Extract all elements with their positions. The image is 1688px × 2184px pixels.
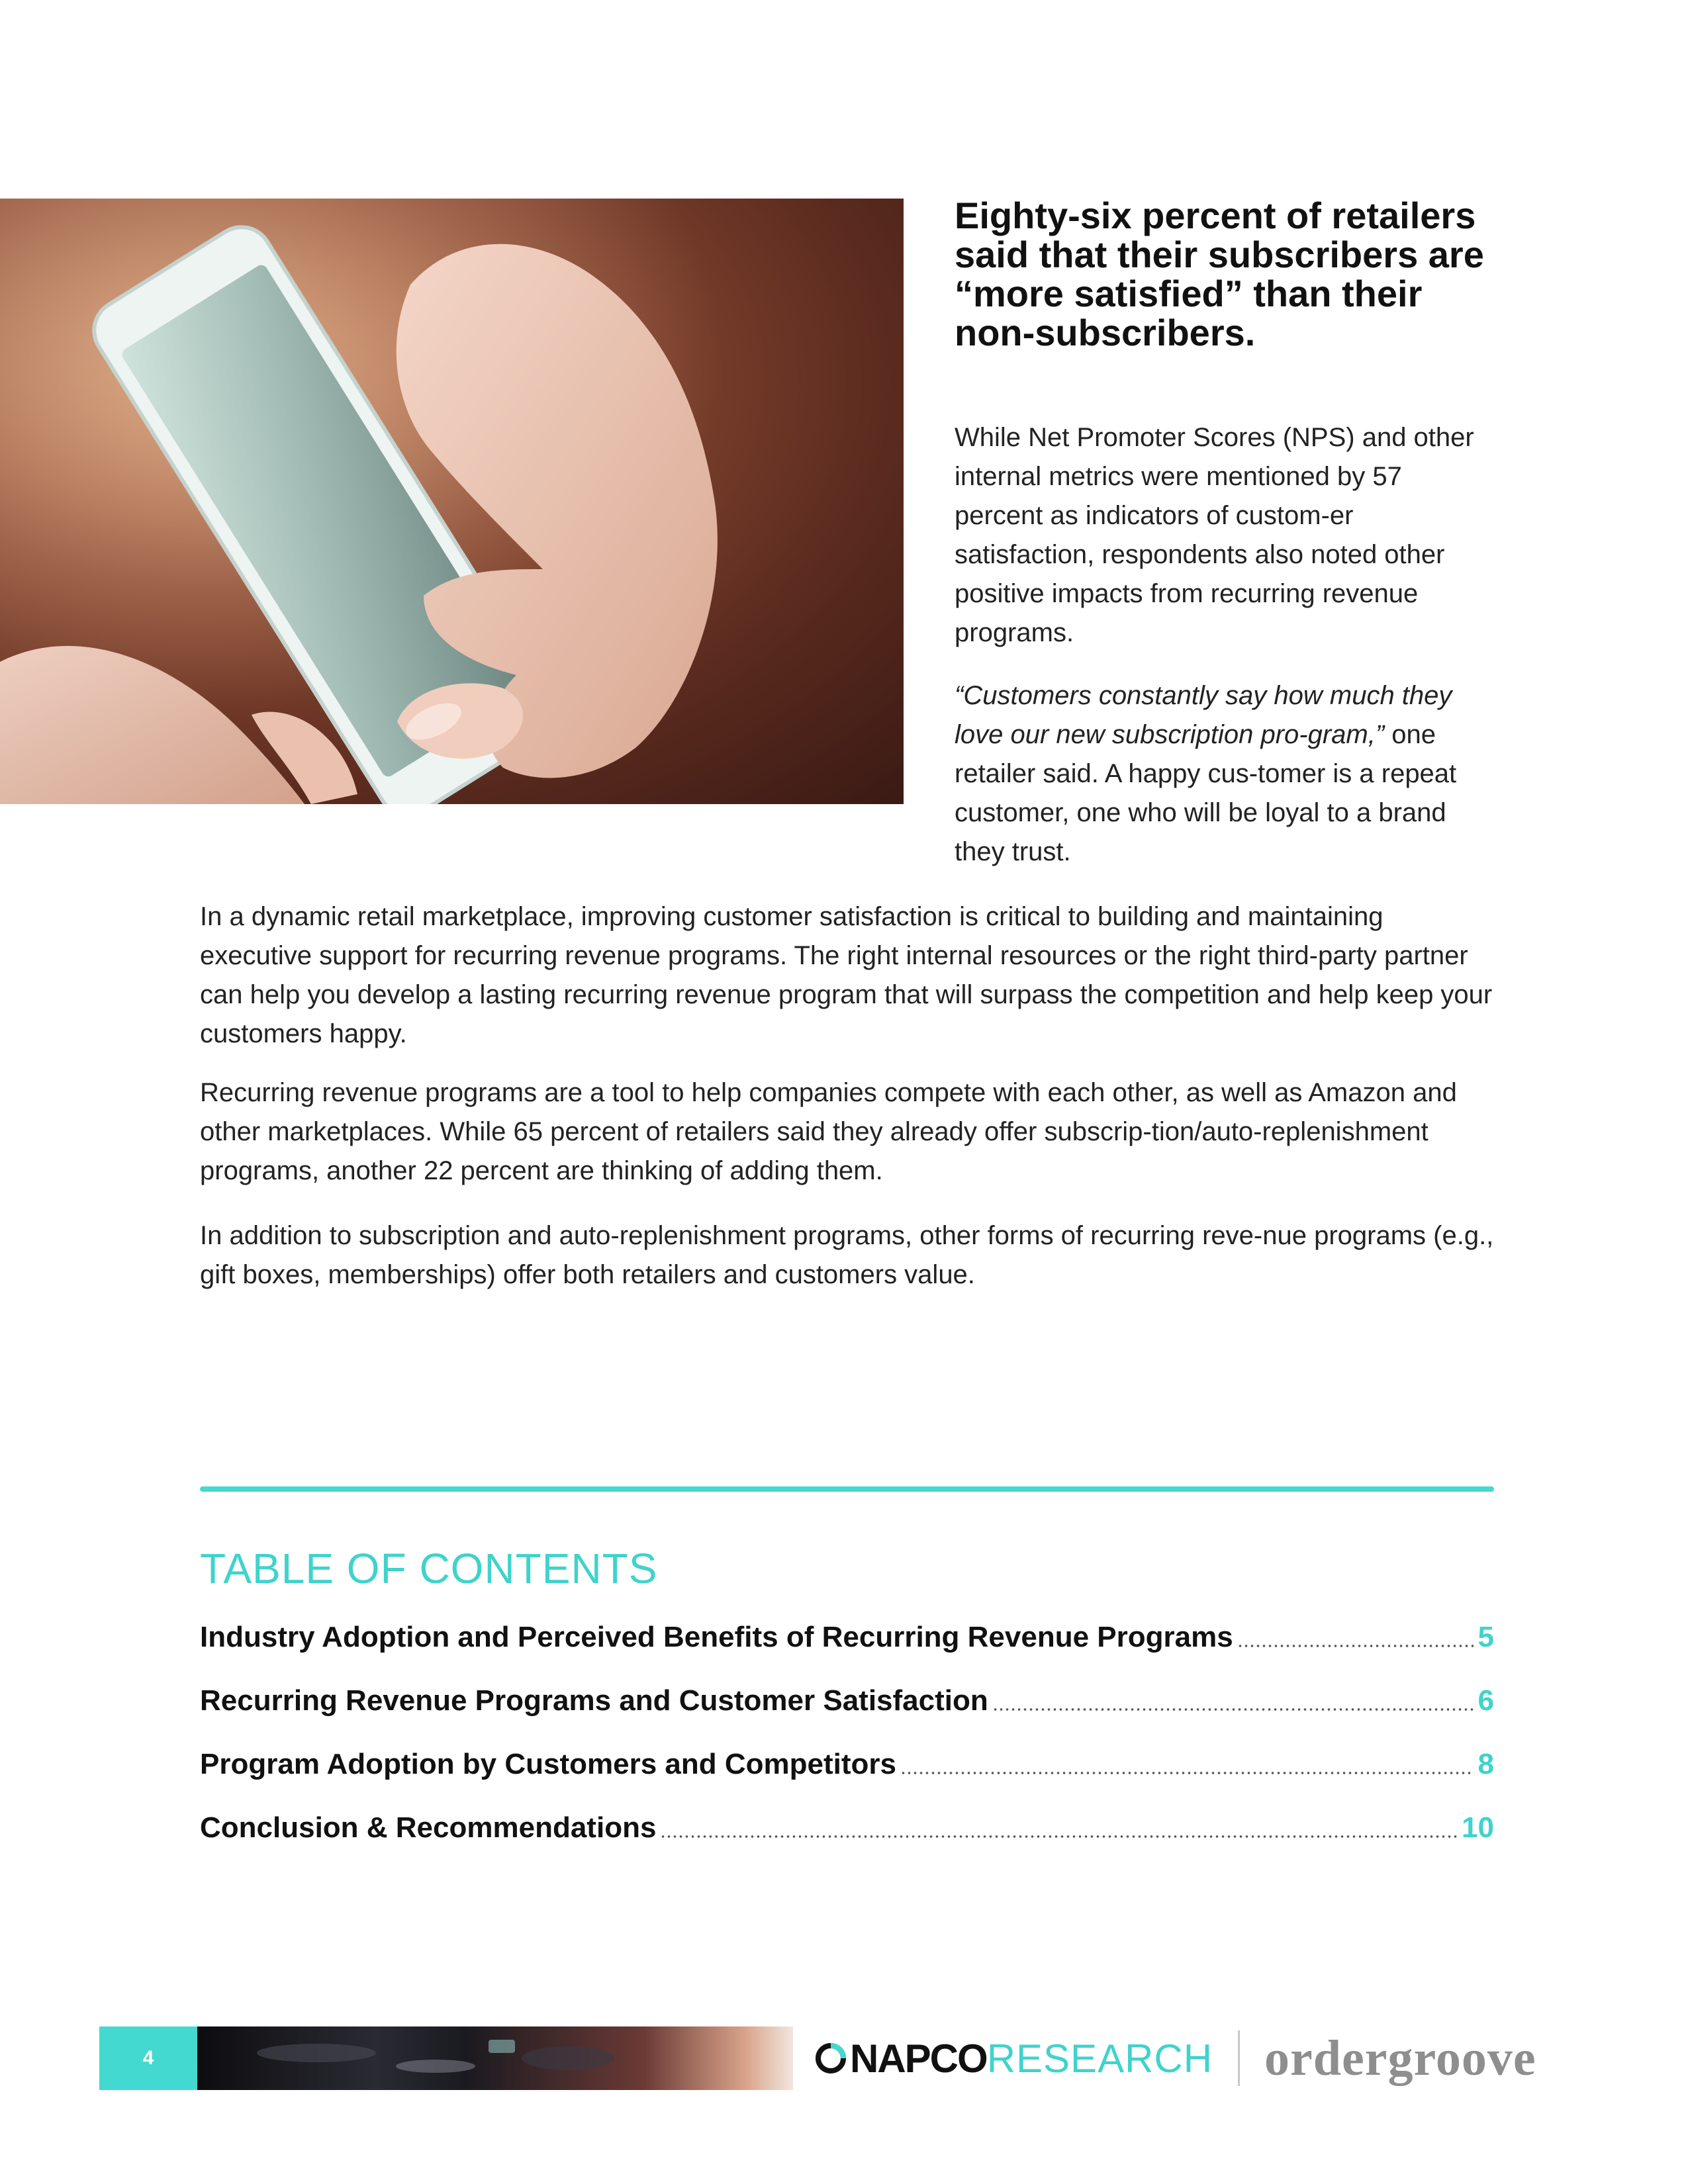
toc-leader-dots: [1237, 1644, 1474, 1648]
toc-leader-dots: [900, 1771, 1474, 1775]
hero-photo: [0, 199, 904, 804]
page-number-badge: [99, 2026, 197, 2090]
page-number: 4: [142, 2047, 154, 2069]
intro-paragraph: While Net Promoter Scores (NPS) and other internal metrics were mentioned by 57 percent as indicators of custom-er satisfaction, respondents also noted other positive impacts from recurring revenue programs.: [955, 423, 1474, 647]
toc-entry-label: Recurring Revenue Programs and Customer Satisfaction: [200, 1684, 988, 1717]
logo-divider: [1238, 2030, 1240, 2086]
toc-entry[interactable]: [200, 1808, 1494, 1848]
quote-followup: one retailer said. A happy cus-tomer is a repeat customer, one who will be loyal to a brand they trust.: [955, 720, 1457, 866]
toc-entry-page: 8: [1477, 1748, 1494, 1780]
toc-entry-label: Conclusion & Recommendations: [200, 1811, 657, 1844]
toc-leader-dots: [660, 1835, 1458, 1839]
ordergroove-logo: ordergroove: [1264, 2030, 1536, 2086]
toc-leader-dots: [992, 1707, 1474, 1711]
toc-entry-label: Program Adoption by Customers and Competitors: [200, 1748, 897, 1780]
napco-ring-icon: [814, 2042, 847, 2075]
toc-entry[interactable]: [200, 1617, 1494, 1657]
hands-phone-illustration: [0, 199, 904, 804]
toc-entry[interactable]: [200, 1681, 1494, 1721]
toc-entry-page: 6: [1477, 1684, 1494, 1717]
quote-paragraph: [955, 676, 1497, 872]
toc-entry-page: 10: [1462, 1811, 1494, 1844]
retailer-quote: “Customers constantly say how much they love our new subscription pro-gram,”: [955, 681, 1452, 749]
napco-wordmark: NAPCO: [850, 2036, 987, 2081]
body-paragraph: In addition to subscription and auto-replenishment programs, other forms of recurring reve-nue programs (e.g., gift boxes, memberships) offer both retailers and customers value.: [200, 1221, 1494, 1289]
toc-entry[interactable]: [200, 1745, 1494, 1784]
research-wordmark: RESEARCH: [986, 2036, 1213, 2081]
footer-photo-strip: [197, 2026, 793, 2090]
footer-photo-illustration: [197, 2026, 793, 2090]
body-paragraph: In a dynamic retail marketplace, improving customer satisfaction is critical to building and maintaining executive support for recurring revenue programs. The right internal resources or the right third-party partner can help you develop a lasting recurring revenue program that will surpass the competition and help keep your customers happy.: [200, 902, 1493, 1048]
napco-research-logo: [814, 2030, 1213, 2086]
toc-divider: [200, 1486, 1494, 1492]
body-paragraph: Recurring revenue programs are a tool to help companies compete with each other, as well as Amazon and other marketplaces. While 65 percent of retailers said they already offer subscrip-tion/auto-replenishment programs, another 22 percent are thinking of adding them.: [200, 1078, 1457, 1185]
toc-title: TABLE OF CONTENTS: [200, 1545, 658, 1592]
toc-entry-label: Industry Adoption and Perceived Benefits of Recurring Revenue Programs: [200, 1621, 1233, 1653]
pull-headline: Eighty-six percent of retailers said that their subscribers are “more satisfied” than their non-subscribers.: [955, 195, 1484, 353]
toc-entry-page: 5: [1477, 1621, 1494, 1653]
